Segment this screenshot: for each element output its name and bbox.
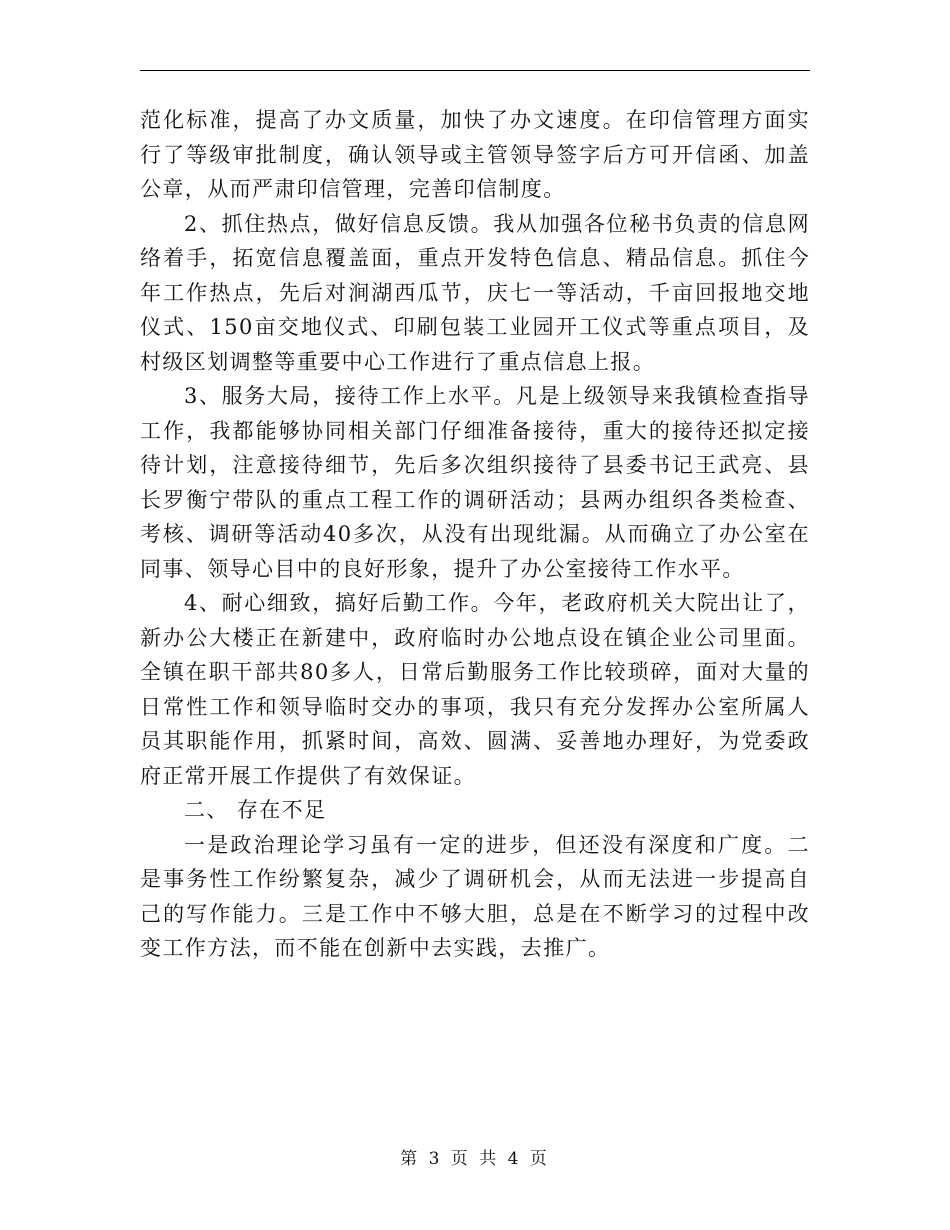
paragraph-item-3: 3、服务大局，接待工作上水平。凡是上级领导来我镇检查指导工作，我都能够协同相关部门仔细准备接待，重大的接待还拟定接待计划，注意接待细节，先后多次组织接待了县委书记王武亮、县长罗衡宁带队的重点工程工作的调研活动；县两办组织各类检查、考核、调研等活动40多次，从没有出现纰漏。从而确立了办公室在同事、领导心目中的良好形象，提升了办公室接待工作水平。	[140, 384, 810, 581]
paragraph-item-2: 2、抓住热点，做好信息反馈。我从加强各位秘书负责的信息网络着手，拓宽信息覆盖面，重点开发特色信息、精品信息。抓住今年工作热点，先后对涧湖西瓜节，庆七一等活动，千亩回报地交地仪式、150亩交地仪式、印刷包装工业园开工仪式等重点项目，及村级区划调整等重要中心工作进行了重点信息上报。	[140, 211, 810, 374]
paragraph-item-4: 4、耐心细致，搞好后勤工作。今年，老政府机关大院出让了，新办公大楼正在新建中，政府临时办公地点设在镇企业公司里面。全镇在职干部共80多人，日常后勤服务工作比较琐碎，面对大量的日常性工作和领导临时交办的事项，我只有充分发挥办公室所属人员其职能作用，抓紧时间，高效、圆满、妥善地办理好，为党委政府正常开展工作提供了有效保证。	[140, 591, 810, 788]
header-rule	[140, 70, 810, 71]
document-body	[140, 103, 810, 966]
section-heading-shortcomings: 二、 存在不足	[184, 798, 327, 822]
paragraph-shortcomings: 一是政治理论学习虽有一定的进步，但还没有深度和广度。二是事务性工作纷繁复杂，减少了调研机会，从而无法进一步提高自己的写作能力。三是工作中不够大胆，总是在不断学习的过程中改变工作方法，而不能在创新中去实践，去推广。	[140, 832, 810, 960]
page-number-footer: 第 3 页 共 4 页	[400, 1149, 550, 1169]
paragraph-continuation: 范化标准，提高了办文质量，加快了办文速度。在印信管理方面实行了等级审批制度，确认领导或主管领导签字后方可开信函、加盖公章，从而严肃印信管理，完善印信制度。	[140, 108, 810, 201]
